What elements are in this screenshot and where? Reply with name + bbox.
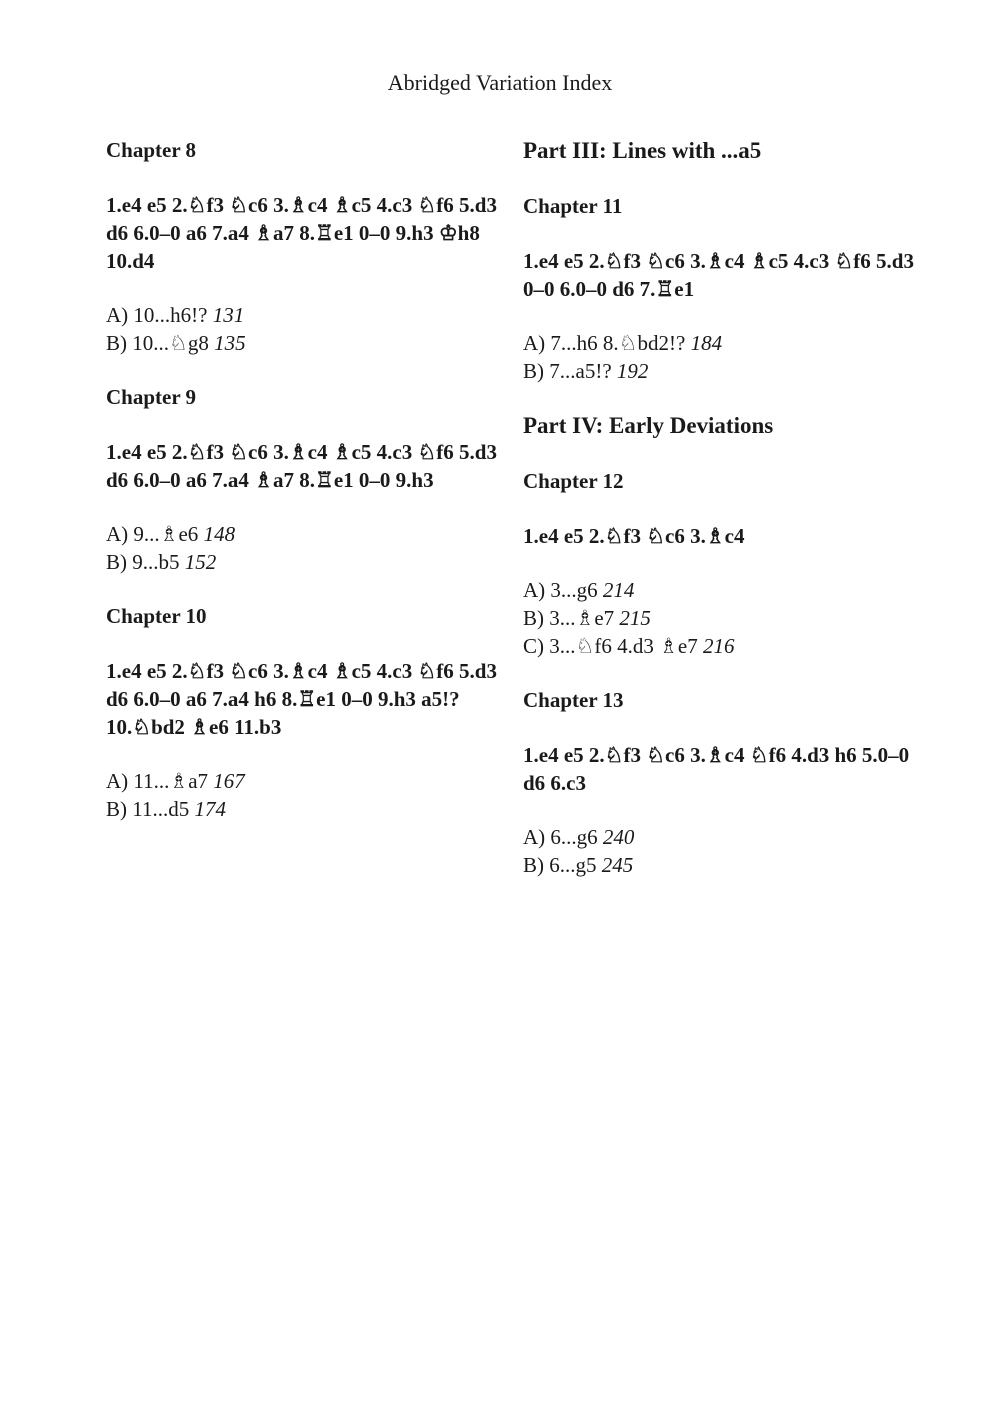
chapter-mainline: 1.e4 e5 2.♘f3 ♘c6 3.♗c4: [523, 524, 745, 548]
variation-item: [523, 604, 918, 632]
variation-item: [106, 329, 498, 357]
variation-list: [106, 301, 498, 357]
chapter-title: Chapter 8: [106, 138, 197, 162]
chapter-mainline: 1.e4 e5 2.♘f3 ♘c6 3.♗c4 ♗c5 4.c3 ♘f6 5.d3 0–0 6.0–0 d6 7.♖e1: [523, 249, 914, 301]
variation-item: [106, 795, 498, 823]
chapter-title: Chapter 12: [523, 469, 624, 493]
variation-move: A) 11...♗a7: [106, 769, 209, 793]
variation-move: A) 3...g6: [523, 578, 598, 602]
part-title: Part III: Lines with ...a5: [523, 138, 762, 163]
variation-item: [523, 357, 918, 385]
page-number: 184: [690, 331, 723, 355]
running-header: Abridged Variation Index: [387, 70, 613, 95]
variation-move: B) 10...♘g8: [106, 331, 209, 355]
page-number: 216: [702, 634, 735, 658]
page-number: 214: [602, 578, 635, 602]
chapter-title: Chapter 13: [523, 688, 624, 712]
variation-item: [523, 632, 918, 660]
right-column: [523, 136, 918, 905]
page-number: 240: [602, 825, 635, 849]
page-number: 215: [619, 606, 651, 630]
variation-move: B) 11...d5: [106, 797, 190, 821]
variation-item: [106, 767, 498, 795]
variation-list: [523, 823, 918, 879]
variation-move: A) 6...g6: [523, 825, 598, 849]
page-number: 245: [601, 853, 634, 877]
left-column: [106, 136, 498, 849]
page-number: 152: [184, 550, 217, 574]
variation-move: B) 7...a5!?: [523, 359, 612, 383]
variation-item: [523, 329, 918, 357]
variation-item: [523, 823, 918, 851]
variation-list: [523, 576, 918, 660]
variation-move: B) 3...♗e7: [523, 606, 615, 630]
variation-list: [106, 520, 498, 576]
chapter-mainline: 1.e4 e5 2.♘f3 ♘c6 3.♗c4 ♗c5 4.c3 ♘f6 5.d3 d6 6.0–0 a6 7.a4 ♗a7 8.♖e1 0–0 9.h3: [106, 440, 497, 492]
page-number: 192: [616, 359, 649, 383]
variation-item: [106, 301, 498, 329]
chapter-title: Chapter 10: [106, 604, 207, 628]
page-number: 135: [214, 331, 246, 355]
variation-move: B) 6...g5: [523, 853, 597, 877]
chapter-10: [106, 602, 498, 823]
variation-item: [523, 576, 918, 604]
variation-move: A) 10...h6!?: [106, 303, 208, 327]
page-number: 148: [203, 522, 236, 546]
chapter-13: [523, 686, 918, 879]
chapter-title: Chapter 9: [106, 385, 197, 409]
part-title: Part IV: Early Deviations: [523, 413, 774, 438]
chapter-mainline: 1.e4 e5 2.♘f3 ♘c6 3.♗c4 ♘f6 4.d3 h6 5.0–0 d6 6.c3: [523, 743, 910, 795]
variation-item: [523, 851, 918, 879]
chapter-12: [523, 467, 918, 660]
chapter-mainline: 1.e4 e5 2.♘f3 ♘c6 3.♗c4 ♗c5 4.c3 ♘f6 5.d3 d6 6.0–0 a6 7.a4 h6 8.♖e1 0–0 9.h3 a5!? 10.♘bd2 ♗e6 11.b3: [106, 659, 497, 739]
chapter-11: [523, 192, 918, 385]
variation-list: [106, 767, 498, 823]
chapter-title: Chapter 11: [523, 194, 623, 218]
variation-move: A) 7...h6 8.♘bd2!?: [523, 331, 686, 355]
variation-item: [106, 520, 498, 548]
variation-move: C) 3...♘f6 4.d3 ♗e7: [523, 634, 698, 658]
variation-move: B) 9...b5: [106, 550, 180, 574]
variation-move: A) 9...♗e6: [106, 522, 199, 546]
variation-list: [523, 329, 918, 385]
chapter-mainline: 1.e4 e5 2.♘f3 ♘c6 3.♗c4 ♗c5 4.c3 ♘f6 5.d3 d6 6.0–0 a6 7.a4 ♗a7 8.♖e1 0–0 9.h3 ♔h8 10.d4: [106, 193, 497, 273]
page-number: 131: [212, 303, 245, 327]
chapter-9: [106, 383, 498, 576]
page-number: 167: [213, 769, 245, 793]
chapter-8: [106, 136, 498, 357]
variation-item: [106, 548, 498, 576]
page-number: 174: [194, 797, 226, 821]
